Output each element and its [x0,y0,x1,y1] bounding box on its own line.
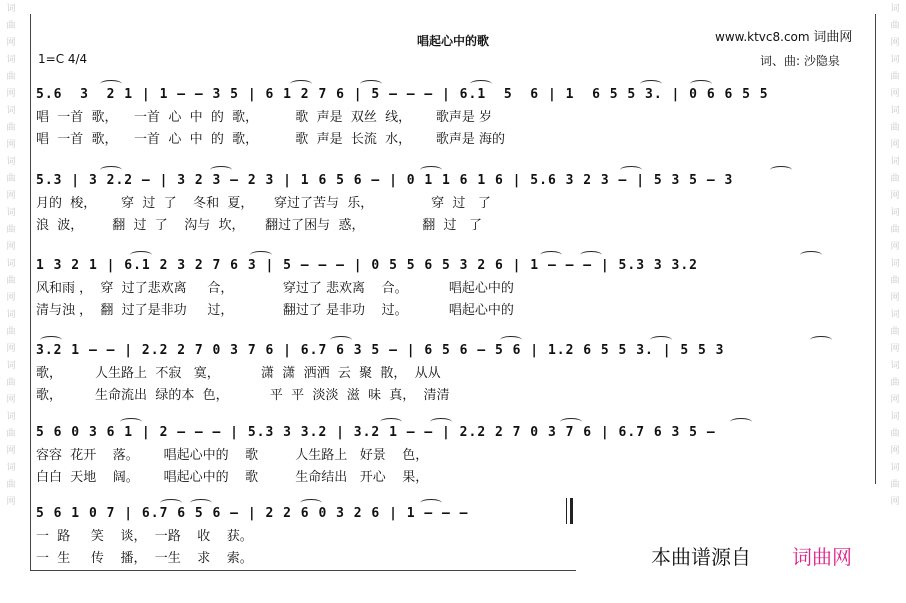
watermark-char: 网 [890,38,900,48]
watermark-char: 词 [6,259,16,269]
watermark-char: 词 [6,310,16,320]
source-label: 本曲谱源自 [651,545,751,569]
watermark-char: 网 [890,293,900,303]
watermark-char: 词 [6,55,16,65]
song-title: 唱起心中的歌 [416,34,489,48]
slur-mark [380,418,402,426]
notation-text: 5 6 0 3 6 1 | 2 — — — | 5.3 3 3.2 | 3.2 1 — — | 2.2 2 7 0 3 7 6 | 6.7 6 3 5 — [36,425,716,440]
watermark-char: 网 [890,191,900,201]
final-barline [566,498,573,524]
slur-mark [100,166,122,174]
notation-line [36,342,874,360]
watermark-char: 词 [890,463,900,473]
watermark-char: 网 [890,242,900,252]
frame-bottom [30,570,576,571]
slur-mark [430,418,452,426]
lyric-line-verse1 [36,194,874,214]
watermark-char: 网 [6,140,16,150]
watermark-char: 曲 [6,72,16,82]
slur-mark [120,418,142,426]
site-url[interactable]: www.ktvc8.com [715,30,810,44]
lyric-text: 容容 花开 落。 唱起心中的 歌 人生路上 好景 色， [36,448,429,463]
lyric-line-verse2 [36,386,874,406]
slur-mark [470,80,492,88]
watermark-char: 词 [890,106,900,116]
notation-text: 1 3 2 1 | 6.1 2 3 2 7 6 3 | 5 — — — | 0 5 5 6 5 3 2 6 | 1 — — — | 5.3 3 3.2 [36,258,698,273]
watermark-char: 网 [6,344,16,354]
watermark-char: 曲 [6,123,16,133]
slur-mark [300,499,322,507]
slur-mark [560,418,582,426]
watermark-char: 网 [6,395,16,405]
watermark-char: 曲 [890,72,900,82]
watermark-char: 词 [6,463,16,473]
lyric-line-verse1 [36,446,874,466]
watermark-char: 网 [890,395,900,405]
slur-mark [130,251,152,259]
frame-right [875,14,876,484]
watermark-char: 曲 [890,429,900,439]
watermark-char: 曲 [6,480,16,490]
watermark-char: 网 [6,497,16,507]
notation-line [36,257,874,275]
watermark-char: 曲 [890,480,900,490]
site-name: 词曲网 [813,30,853,45]
watermark-char: 网 [890,344,900,354]
watermark-char: 曲 [890,378,900,388]
watermark-char: 词 [890,361,900,371]
watermark-char: 词 [890,4,900,14]
lyric-line-verse1 [36,108,874,128]
slur-mark [100,80,122,88]
lyric-text: 风和雨 ， 穿 过了悲欢离 合， 穿过了 悲欢离 合。 唱起心中的 [36,281,514,296]
watermark-char: 曲 [6,378,16,388]
watermark-char: 词 [6,208,16,218]
watermark-char: 词 [6,4,16,14]
lyric-text: 浪 波， 翻 过 了 沟与 坎， 翻过了困与 惑， 翻 过 了 [36,218,482,233]
source-site-link[interactable]: 词曲网 [792,545,852,569]
slur-mark [620,166,642,174]
slur-mark [690,80,712,88]
watermark-char: 网 [890,497,900,507]
notation-text: 3.2 1 — — | 2.2 2 7 0 3 7 6 | 6.7 6 3 5 — | 6 5 6 — 5 6 | 1.2 6 5 5 3. | 5 5 3 [36,343,725,358]
slur-mark [770,166,792,174]
watermark-char: 词 [890,208,900,218]
watermark-char: 网 [6,89,16,99]
slur-mark [290,80,312,88]
watermark-char: 曲 [6,225,16,235]
watermark-left [0,0,22,603]
notation-line [36,172,874,190]
watermark-char: 词 [890,55,900,65]
notation-text: 5.3 | 3 2.2 — | 3 2 3 — 2 3 | 1 6 5 6 — | 0 1 1 6 1 6 | 5.6 3 2 3 — | 5 3 5 — 3 [36,173,734,188]
watermark-char: 曲 [890,174,900,184]
song-author: 词、曲: 沙隐泉 [760,54,840,68]
slur-mark [190,499,212,507]
watermark-char: 曲 [6,174,16,184]
slur-mark [730,418,752,426]
watermark-right [884,0,906,603]
watermark-char: 词 [6,412,16,422]
slur-mark [420,166,442,174]
slur-mark [210,166,232,174]
slur-mark [500,336,522,344]
watermark-char: 网 [890,140,900,150]
watermark-char: 曲 [890,123,900,133]
watermark-char: 网 [890,446,900,456]
lyric-line-verse2 [36,468,874,488]
key-signature: 1=C 4/4 [38,52,88,66]
notation-line [36,86,874,104]
watermark-char: 网 [6,446,16,456]
notation-line [36,424,874,442]
watermark-char: 词 [6,361,16,371]
slur-mark [650,336,672,344]
watermark-char: 词 [890,310,900,320]
watermark-char: 词 [890,157,900,167]
watermark-char: 曲 [890,21,900,31]
lyric-text: 清与浊 ， 翻 过了是非功 过， 翻过了 是非功 过。 唱起心中的 [36,303,514,318]
watermark-char: 曲 [6,276,16,286]
watermark-char: 曲 [6,21,16,31]
watermark-char: 网 [890,89,900,99]
slur-mark [540,251,562,259]
watermark-char: 词 [890,412,900,422]
slur-mark [580,251,602,259]
lyric-text: 月的 梭， 穿 过 了 冬和 夏， 穿过了苦与 乐， 穿 过 了 [36,196,491,211]
watermark-char: 网 [6,293,16,303]
watermark-char: 词 [890,259,900,269]
lyric-line-verse1 [36,279,874,299]
watermark-char: 网 [6,242,16,252]
watermark-char: 曲 [890,276,900,286]
lyric-text: 一 路 笑 谈， 一路 收 获。 [36,529,253,544]
slur-mark [420,499,442,507]
watermark-char: 曲 [890,225,900,235]
watermark-char: 曲 [890,327,900,337]
watermark-char: 词 [6,106,16,116]
slur-mark [800,251,822,259]
slur-mark [40,336,62,344]
slur-mark [250,251,272,259]
watermark-char: 网 [6,38,16,48]
lyric-line-verse2 [36,301,874,321]
watermark-char: 词 [6,157,16,167]
slur-mark [810,336,832,344]
slur-mark [330,336,352,344]
frame-left [30,14,31,570]
lyric-line-verse1 [36,364,874,384]
notation-text: 5.6 3 2 1 | 1 — — 3 5 | 6 1 2 7 6 | 5 — — — | 6.1 5 6 | 1 6 5 5 3. | 0 6 6 5 5 [36,87,769,102]
lyric-text: 歌， 生命流出 绿的本 色， 平 平 淡淡 滋 味 真， 清清 [36,388,450,403]
slur-mark [640,80,662,88]
lyric-text: 白白 天地 阔。 唱起心中的 歌 生命结出 开心 果， [36,470,429,485]
notation-text: 5 6 1 0 7 | 6.7 6 5 6 — | 2 2 6 0 3 2 6 | 1 — — — [36,506,469,521]
lyric-text: 歌， 人生路上 不寂 寞， 潇 潇 洒洒 云 聚 散， 从从 [36,366,441,381]
lyric-text: 唱 一首 歌， 一首 心 中 的 歌， 歌 声是 双丝 线， 歌声是 岁 [36,110,493,125]
watermark-char: 网 [6,191,16,201]
slur-mark [160,499,182,507]
lyric-text: 唱 一首 歌， 一首 心 中 的 歌， 歌 声是 长流 水， 歌声是 海的 [36,132,506,147]
watermark-char: 曲 [6,429,16,439]
lyric-line-verse2 [36,216,874,236]
lyric-line-verse2 [36,130,874,150]
notation-line [36,505,874,523]
watermark-char: 曲 [6,327,16,337]
slur-mark [360,80,382,88]
lyric-text: 一 生 传 播， 一生 求 索。 [36,551,253,566]
